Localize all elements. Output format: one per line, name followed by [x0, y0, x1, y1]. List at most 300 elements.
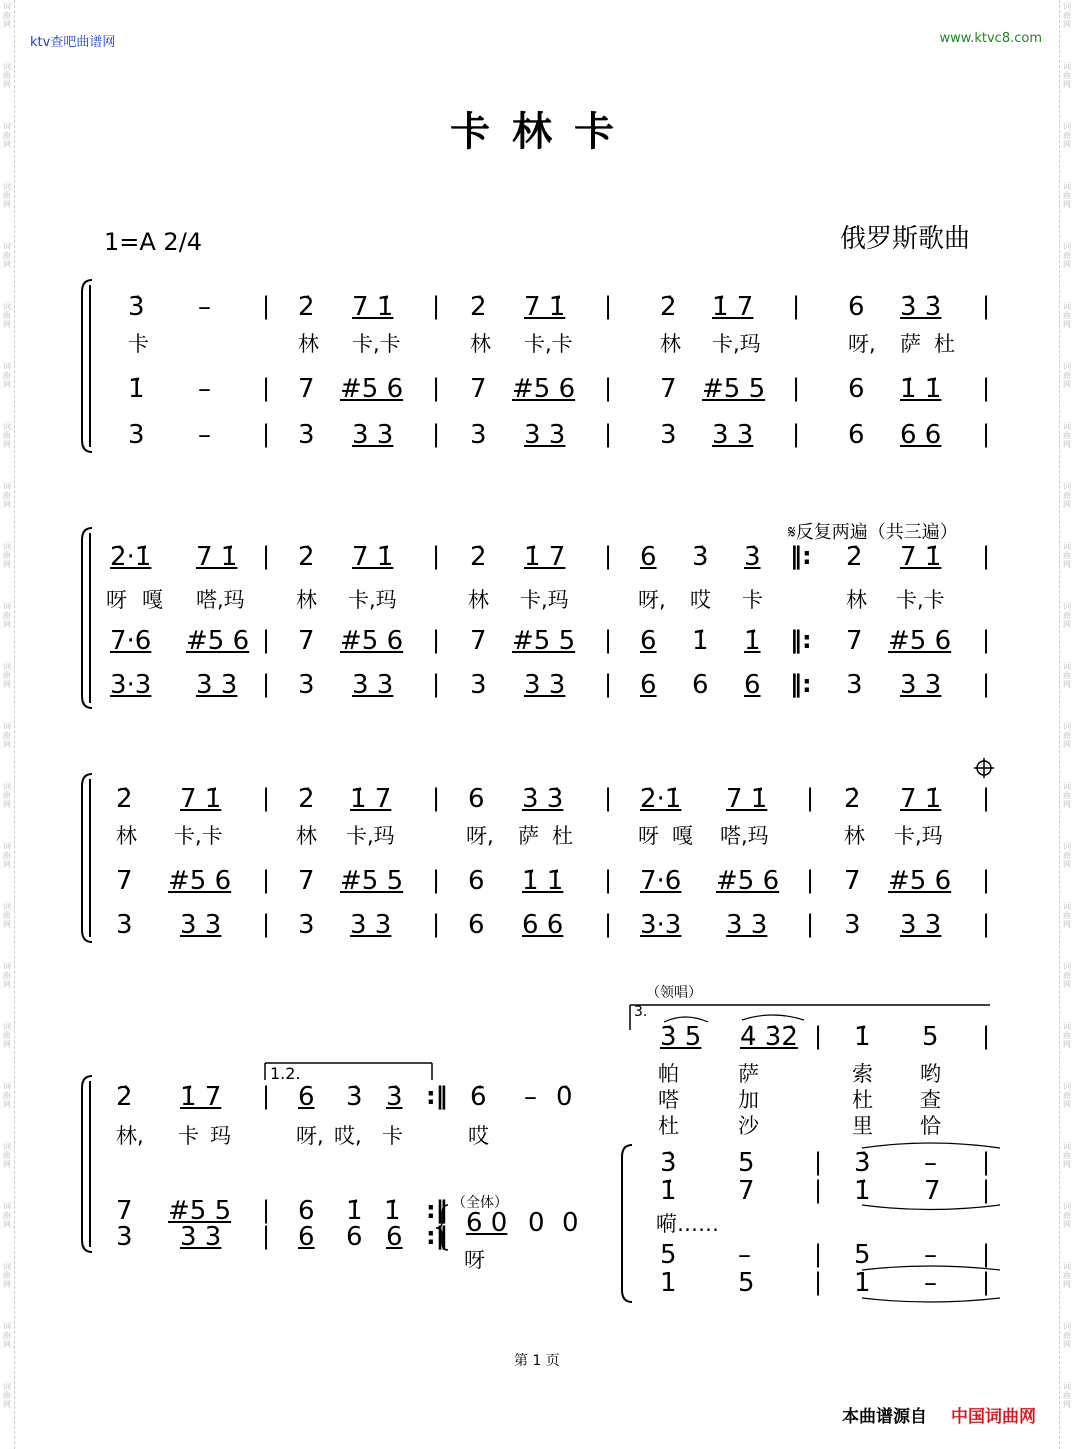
- r4-l-5: 哎,: [334, 1124, 362, 1148]
- r4-a-6: 6 0: [466, 1208, 508, 1238]
- r2-m-3: 2̇: [298, 542, 315, 572]
- margin-mark: 词 曲 网: [1063, 1202, 1071, 1229]
- margin-mark: 词 曲 网: [3, 242, 11, 269]
- margin-mark: 词 曲 网: [1063, 122, 1071, 149]
- margin-mark: 词 曲 网: [1063, 2, 1071, 29]
- barline: |: [262, 374, 271, 402]
- r4-b-1: 3: [116, 1222, 133, 1252]
- r2-m-7: 6: [640, 542, 657, 572]
- r4-m-3: 6: [298, 1082, 315, 1112]
- barline: |: [432, 542, 441, 570]
- margin-mark: 词 曲 网: [1063, 962, 1071, 989]
- barline: |: [814, 1176, 823, 1204]
- lead-l2-4: 查: [920, 1088, 941, 1112]
- r4-l-3: 玛: [210, 1124, 231, 1148]
- r4-m-8: 0̇: [556, 1082, 573, 1112]
- margin-mark: 词 曲 网: [3, 2, 11, 29]
- barline: |: [814, 1240, 823, 1268]
- margin-mark: 词 曲 网: [1063, 62, 1071, 89]
- lead-l3-3: 里: [852, 1114, 873, 1138]
- margin-mark: 词 曲 网: [3, 662, 11, 689]
- margin-mark: 词 曲 网: [3, 602, 11, 629]
- barline: |: [262, 292, 271, 320]
- site-right-label[interactable]: www.ktvc8.com: [939, 31, 1042, 46]
- site-left-label[interactable]: ktv查吧曲谱网: [30, 35, 116, 50]
- lead-l1-3: 索: [852, 1062, 873, 1086]
- r2-m-6: 1̇ 7: [524, 542, 566, 572]
- barline: |: [792, 374, 801, 402]
- r4-l-1: 林,: [116, 1124, 144, 1148]
- r2-a-3: 7: [298, 626, 315, 656]
- r2-l-5: 卡,玛: [348, 588, 397, 612]
- r4-m-2: 1̇ 7: [180, 1082, 222, 1112]
- r4-m-1: 2̇: [116, 1082, 133, 1112]
- barline: |: [982, 866, 991, 894]
- r1-a-2: –: [198, 374, 211, 404]
- barline: |: [604, 420, 613, 448]
- margin-mark: 词 曲 网: [1063, 1262, 1071, 1289]
- r3-l-11: 林: [844, 824, 865, 848]
- r3-a-9: 7: [844, 866, 861, 896]
- r3-l-6: 萨: [518, 824, 539, 848]
- margin-mark: 词 曲 网: [3, 782, 11, 809]
- r1-a-8: #5 5: [702, 374, 766, 404]
- r3-a-10: #5 6: [888, 866, 952, 896]
- r4-b-2: 3 3: [180, 1222, 222, 1252]
- barline: |: [432, 292, 441, 320]
- end-repeat-barline: :‖: [426, 1222, 448, 1250]
- r2-a-2: #5 6: [186, 626, 250, 656]
- r4-l-7: 哎: [468, 1124, 489, 1148]
- r1-m-5: 2̇: [470, 292, 487, 322]
- r2-b-5: 3: [470, 670, 487, 700]
- barline: |: [982, 374, 991, 402]
- r3-m-9: 2̇: [844, 784, 861, 814]
- r2-l-8: 呀,: [638, 588, 666, 612]
- barline: |: [432, 784, 441, 812]
- r2-l-2: 嘎: [142, 588, 163, 612]
- key-meter: 1=A 2/4: [104, 228, 203, 256]
- barline: |: [814, 1148, 823, 1176]
- barline: |: [982, 784, 991, 812]
- r4-l-4: 呀,: [296, 1124, 324, 1148]
- r3-b-5: 6: [468, 910, 485, 940]
- lead-l2-3: 杜: [852, 1088, 873, 1112]
- margin-mark: 词 曲 网: [1063, 422, 1071, 449]
- margin-mark: 词 曲 网: [3, 302, 11, 329]
- r3-l-1: 林: [116, 824, 137, 848]
- margin-mark: 词 曲 网: [3, 1202, 11, 1229]
- margin-mark: 词 曲 网: [1063, 662, 1071, 689]
- barline: |: [604, 866, 613, 894]
- r4-m-5: 3̇: [386, 1082, 403, 1112]
- r1-b-3: 3: [298, 420, 315, 450]
- r4-l-2: 卡: [178, 1124, 199, 1148]
- tutti-label: （全体）: [452, 1195, 508, 1211]
- margin-mark: 词 曲 网: [1063, 1082, 1071, 1109]
- r1-m-6: 7 1̇: [524, 292, 566, 322]
- barline: |: [604, 784, 613, 812]
- margin-mark: 词 曲 网: [1063, 302, 1071, 329]
- barline: |: [262, 1082, 271, 1110]
- source-label: 本曲谱源自: [842, 1407, 927, 1427]
- r1-l-8: 呀,: [848, 332, 876, 356]
- margin-mark: 词 曲 网: [1063, 902, 1071, 929]
- r3-b-6: 6 6: [522, 910, 564, 940]
- r1-b-5: 3: [470, 420, 487, 450]
- barline: |: [982, 1148, 991, 1176]
- r3-m-3: 2̇: [298, 784, 315, 814]
- r2-a-8: 1̇: [692, 626, 709, 656]
- r1-l-5: 卡,卡: [524, 332, 573, 356]
- barline: |: [262, 784, 271, 812]
- r1-a-5: 7: [470, 374, 487, 404]
- lead-m-3: 1̇: [854, 1022, 871, 1052]
- choir-low2-1: 1: [660, 1268, 677, 1298]
- r2-m-9: 3̇: [744, 542, 761, 572]
- r2-l-10: 卡: [742, 588, 763, 612]
- r2-a-9: 1̇: [744, 626, 761, 656]
- r1-a-6: #5 6: [512, 374, 576, 404]
- choir-low2-4: –: [924, 1268, 937, 1298]
- r1-a-10: 1̇ 1̇: [900, 374, 942, 404]
- r4-l-6: 卡: [382, 1124, 403, 1148]
- r4-a-7: 0: [528, 1208, 545, 1238]
- source-site-label[interactable]: 中国词曲网: [951, 1407, 1036, 1427]
- barline: |: [262, 910, 271, 938]
- r4-a-2: #5 5: [168, 1196, 232, 1226]
- choir-mid-4: 7: [924, 1176, 941, 1206]
- margin-mark: 词 曲 网: [1063, 182, 1071, 209]
- r3-b-7: 3·3: [640, 910, 682, 940]
- lead-label: （领唱）: [646, 985, 702, 1001]
- r1-m-4: 7 1̇: [352, 292, 394, 322]
- lead-l1-4: 哟: [920, 1062, 941, 1086]
- r2-m-5: 2̇: [470, 542, 487, 572]
- lead-l1-1: 帕: [658, 1062, 679, 1086]
- lead-l3-4: 恰: [920, 1114, 941, 1138]
- r2-b-2: 3 3: [196, 670, 238, 700]
- barline: |: [604, 626, 613, 654]
- choir-low1-4: –: [924, 1240, 937, 1270]
- r1-b-8: 3 3: [712, 420, 754, 450]
- barline: |: [806, 910, 815, 938]
- r2-l-11: 林: [846, 588, 867, 612]
- margin-mark: 词 曲 网: [1063, 482, 1071, 509]
- margin-mark: 词 曲 网: [3, 62, 11, 89]
- r4-m-7: –: [524, 1082, 537, 1112]
- barline: |: [262, 1196, 271, 1224]
- r3-b-2: 3 3: [180, 910, 222, 940]
- margin-mark: 词 曲 网: [3, 1262, 11, 1289]
- barline: |: [432, 420, 441, 448]
- r3-a-6: 1̇ 1̇: [522, 866, 564, 896]
- r2-a-1: 7·6: [110, 626, 152, 656]
- margin-mark: 词 曲 网: [3, 842, 11, 869]
- barline: |: [604, 292, 613, 320]
- r2-b-4: 3 3: [352, 670, 394, 700]
- r2-l-7: 卡,玛: [520, 588, 569, 612]
- r3-l-10: 嗒,玛: [720, 824, 769, 848]
- barline: |: [262, 1222, 271, 1250]
- margin-mark: 词 曲 网: [3, 482, 11, 509]
- r4-m-4: 3̇: [346, 1082, 363, 1112]
- r1-l-9: 萨: [900, 332, 921, 356]
- r3-m-6: 3̇ 3̇: [522, 784, 564, 814]
- r2-a-5: 7: [470, 626, 487, 656]
- r3-a-3: 7: [298, 866, 315, 896]
- r1-m-7: 2̇: [660, 292, 677, 322]
- r1-b-6: 3 3: [524, 420, 566, 450]
- margin-mark: 词 曲 网: [3, 722, 11, 749]
- r4-a-8: 0: [562, 1208, 579, 1238]
- lead-l3-1: 杜: [658, 1114, 679, 1138]
- r3-b-1: 3: [116, 910, 133, 940]
- barline: |: [982, 1240, 991, 1268]
- lead-l1-2: 萨: [738, 1062, 759, 1086]
- r1-a-3: 7: [298, 374, 315, 404]
- r2-m-11: 7 1̇: [900, 542, 942, 572]
- lead-l3-2: 沙: [738, 1114, 759, 1138]
- r4-a-4: 1̇: [346, 1196, 363, 1226]
- r3-a-1: 7: [116, 866, 133, 896]
- song-title: 卡林卡: [450, 109, 636, 155]
- barline: |: [982, 910, 991, 938]
- r2-b-1: 3·3: [110, 670, 152, 700]
- margin-mark: 词 曲 网: [3, 962, 11, 989]
- volta-1-2: 1.2.: [270, 1064, 301, 1083]
- barline: |: [806, 866, 815, 894]
- r3-m-5: 6: [468, 784, 485, 814]
- r2-m-2: 7 1̇: [196, 542, 238, 572]
- r2-m-8: 3̇: [692, 542, 709, 572]
- barline: |: [982, 542, 991, 570]
- r3-m-4: 1̇ 7: [350, 784, 392, 814]
- choir-mid-3: 1̇: [854, 1176, 871, 1206]
- tutti-lyric: 呀: [464, 1248, 485, 1272]
- barline: |: [432, 910, 441, 938]
- r2-l-3: 嗒,玛: [196, 588, 245, 612]
- barline: |: [432, 374, 441, 402]
- margin-mark: 词 曲 网: [1063, 1322, 1071, 1349]
- r2-m-10: 2̇: [846, 542, 863, 572]
- barline: |: [982, 1022, 991, 1050]
- margin-mark: 词 曲 网: [1063, 722, 1071, 749]
- r3-l-5: 呀,: [466, 824, 494, 848]
- margin-mark: 词 曲 网: [1063, 782, 1071, 809]
- barline: |: [604, 374, 613, 402]
- margin-mark: 词 曲 网: [3, 1322, 11, 1349]
- r2-l-6: 林: [468, 588, 489, 612]
- barline: |: [432, 626, 441, 654]
- r1-l-7: 卡,玛: [712, 332, 761, 356]
- r1-a-9: 6: [848, 374, 865, 404]
- composer: 俄罗斯歌曲: [840, 224, 971, 254]
- r4-m-6: 6̇: [470, 1082, 487, 1112]
- r3-l-9: 嘎: [672, 824, 693, 848]
- barline: |: [806, 784, 815, 812]
- r2-b-9: 6: [744, 670, 761, 700]
- r1-b-7: 3: [660, 420, 677, 450]
- r3-m-10: 7 1̇: [900, 784, 942, 814]
- barline: |: [432, 670, 441, 698]
- r2-a-10: 7: [846, 626, 863, 656]
- margin-mark: 词 曲 网: [3, 422, 11, 449]
- barline: |: [982, 1176, 991, 1204]
- choir-top-1: 3̇: [660, 1148, 677, 1178]
- lead-m-1: 3̇ 5: [660, 1022, 702, 1052]
- r3-l-4: 卡,玛: [346, 824, 395, 848]
- r1-m-10: 3̇ 3̇: [900, 292, 942, 322]
- choir-low1-1: 5: [660, 1240, 677, 1270]
- margin-mark: 词 曲 网: [1063, 362, 1071, 389]
- repeat-instruction: 𝄋反复两遍（共三遍）: [788, 522, 958, 543]
- r2-b-3: 3: [298, 670, 315, 700]
- choir-mid-2: 7: [738, 1176, 755, 1206]
- choir-low2-2: 5: [738, 1268, 755, 1298]
- margin-mark: 词 曲 网: [1063, 602, 1071, 629]
- r2-b-10: 3: [846, 670, 863, 700]
- r1-l-6: 林: [660, 332, 681, 356]
- r2-l-9: 哎: [690, 588, 711, 612]
- volta-3: 3.: [634, 1004, 648, 1020]
- r4-a-5: 1̇: [384, 1196, 401, 1226]
- r1-l-3: 卡,卡: [352, 332, 401, 356]
- r1-b-10: 6 6: [900, 420, 942, 450]
- page-number: 第 1 页: [514, 1353, 560, 1369]
- end-repeat-barline: :‖: [426, 1196, 448, 1224]
- r2-l-1: 呀: [106, 588, 127, 612]
- barline: |: [814, 1268, 823, 1296]
- barline: |: [982, 292, 991, 320]
- barline: |: [792, 292, 801, 320]
- r2-l-12: 卡,卡: [896, 588, 945, 612]
- r3-a-5: 6: [468, 866, 485, 896]
- barline: |: [262, 420, 271, 448]
- r1-b-4: 3 3: [352, 420, 394, 450]
- barline: |: [814, 1022, 823, 1050]
- repeat-barline: ‖:: [790, 626, 812, 654]
- barline: |: [604, 542, 613, 570]
- margin-mark: 词 曲 网: [3, 1022, 11, 1049]
- margin-mark: 词 曲 网: [3, 1382, 11, 1409]
- margin-mark: 词 曲 网: [3, 1082, 11, 1109]
- r1-l-1: 卡: [128, 332, 149, 356]
- r1-b-2: –: [198, 420, 211, 450]
- r3-l-8: 呀: [638, 824, 659, 848]
- r2-a-11: #5 6: [888, 626, 952, 656]
- margin-mark: 词 曲 网: [1063, 1022, 1071, 1049]
- lead-m-2: 4̇ 3̇2̇: [740, 1022, 798, 1052]
- margin-mark: 词 曲 网: [1063, 1382, 1071, 1409]
- margin-mark: 词 曲 网: [3, 182, 11, 209]
- r3-b-9: 3: [844, 910, 861, 940]
- margin-mark: 词 曲 网: [3, 122, 11, 149]
- choir-mid-1: 1̇: [660, 1176, 677, 1206]
- barline: |: [432, 866, 441, 894]
- r3-l-2: 卡,卡: [174, 824, 223, 848]
- r3-m-1: 2̇: [116, 784, 133, 814]
- r3-b-10: 3 3: [900, 910, 942, 940]
- lead-m-4: 5: [922, 1022, 939, 1052]
- r4-b-4: 6: [346, 1222, 363, 1252]
- repeat-barline: ‖:: [790, 542, 812, 570]
- r3-a-4: #5 5: [340, 866, 404, 896]
- r3-a-2: #5 6: [168, 866, 232, 896]
- r1-a-4: #5 6: [340, 374, 404, 404]
- choir-hum: 嗬……: [656, 1212, 719, 1236]
- r4-a-1: 7: [116, 1196, 133, 1226]
- choir-top-2: 5: [738, 1148, 755, 1178]
- barline: |: [982, 670, 991, 698]
- r1-l-2: 林: [298, 332, 319, 356]
- margin-mark: 词 曲 网: [1063, 542, 1071, 569]
- margin-mark: 词 曲 网: [1063, 242, 1071, 269]
- margin-mark: 词 曲 网: [1063, 1142, 1071, 1169]
- choir-low1-2: –: [738, 1240, 751, 1270]
- r3-a-8: #5 6: [716, 866, 780, 896]
- r1-m-1: 3̇: [128, 292, 145, 322]
- margin-mark: 词 曲 网: [3, 542, 11, 569]
- r3-m-2: 7 1̇: [180, 784, 222, 814]
- choir-top-4: –: [924, 1148, 937, 1178]
- barline: |: [982, 420, 991, 448]
- choir-low1-3: 5: [854, 1240, 871, 1270]
- margin-mark: 词 曲 网: [3, 362, 11, 389]
- barline: |: [982, 1268, 991, 1296]
- r4-b-5: 6: [386, 1222, 403, 1252]
- margin-mark: 词 曲 网: [1063, 842, 1071, 869]
- barline: |: [604, 910, 613, 938]
- barline: |: [792, 420, 801, 448]
- r3-b-3: 3: [298, 910, 315, 940]
- barline: |: [982, 626, 991, 654]
- r2-a-4: #5 6: [340, 626, 404, 656]
- barline: |: [262, 670, 271, 698]
- choir-low2-3: 1: [854, 1268, 871, 1298]
- r1-a-7: 7: [660, 374, 677, 404]
- r4-a-3: 6: [298, 1196, 315, 1226]
- barline: |: [262, 866, 271, 894]
- r2-b-7: 6: [640, 670, 657, 700]
- r3-l-7: 杜: [552, 824, 573, 848]
- end-repeat-barline: :‖: [426, 1082, 448, 1110]
- r3-l-3: 林: [296, 824, 317, 848]
- r1-m-3: 2̇: [298, 292, 315, 322]
- r2-m-1: 2̇·1̇: [110, 542, 152, 572]
- r3-b-8: 3 3: [726, 910, 768, 940]
- r1-a-1: 1̇: [128, 374, 145, 404]
- r2-m-4: 7 1̇: [352, 542, 394, 572]
- r3-a-7: 7·6: [640, 866, 682, 896]
- barline: |: [604, 670, 613, 698]
- r2-b-11: 3 3: [900, 670, 942, 700]
- r2-a-6: #5 5: [512, 626, 576, 656]
- margin-mark: 词 曲 网: [3, 1142, 11, 1169]
- r1-m-9: 6: [848, 292, 865, 322]
- r2-l-4: 林: [296, 588, 317, 612]
- r3-b-4: 3 3: [350, 910, 392, 940]
- choir-top-3: 3̇: [854, 1148, 871, 1178]
- margin-mark: 词 曲 网: [3, 902, 11, 929]
- r3-l-12: 卡,玛: [894, 824, 943, 848]
- r4-b-3: 6: [298, 1222, 315, 1252]
- r1-b-1: 3: [128, 420, 145, 450]
- r3-m-7: 2̇·1̇: [640, 784, 682, 814]
- r1-m-2: –: [198, 292, 211, 322]
- r1-l-4: 林: [470, 332, 491, 356]
- lead-l2-2: 加: [738, 1088, 759, 1112]
